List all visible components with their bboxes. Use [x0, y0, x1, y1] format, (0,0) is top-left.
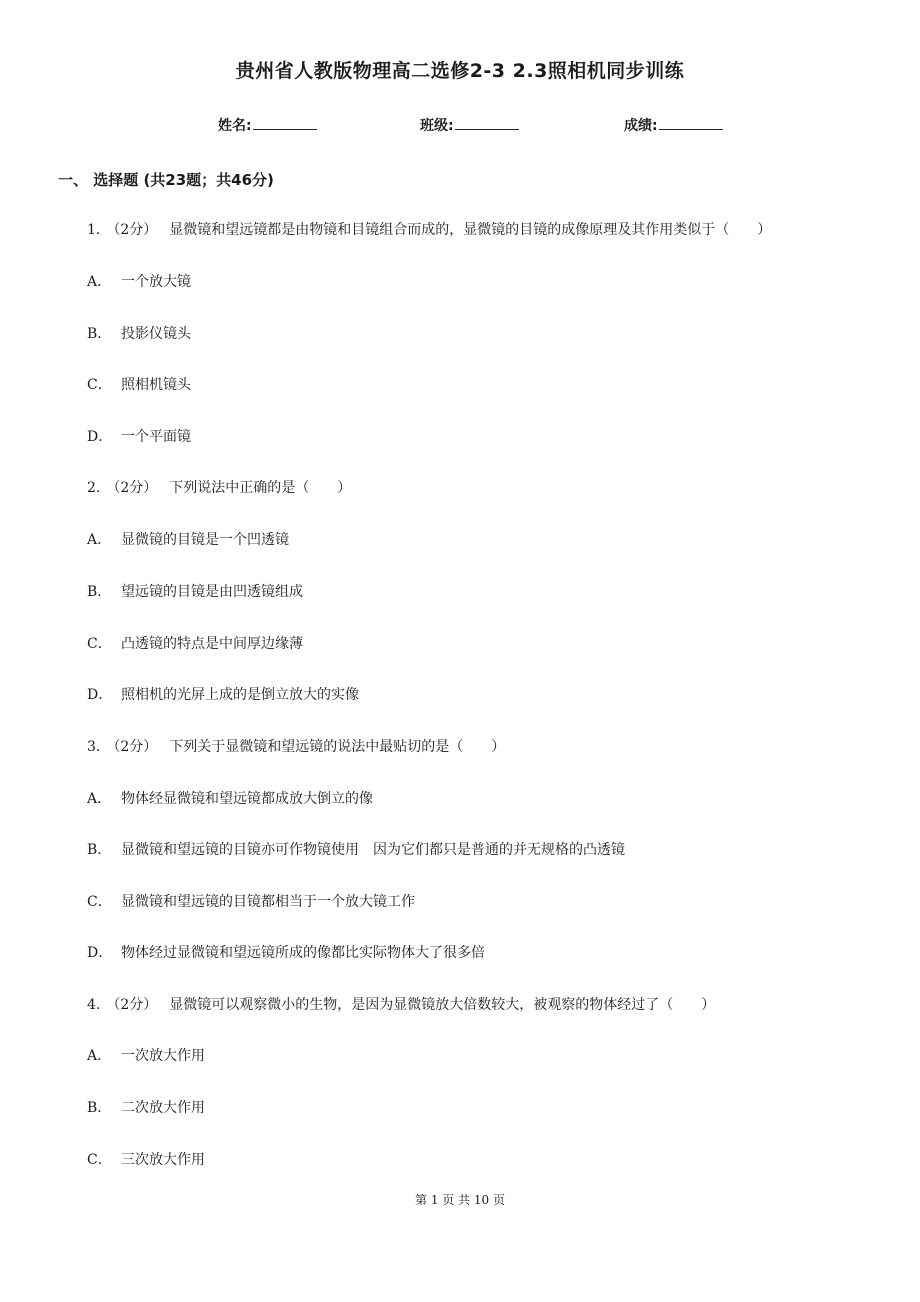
option-text: 三次放大作用: [121, 1152, 205, 1168]
option-text: 显微镜的目镜是一个凹透镜: [121, 532, 289, 548]
name-blank[interactable]: [253, 115, 317, 130]
option-letter: B．: [87, 326, 112, 342]
question-number: 1.: [87, 222, 101, 238]
q4-option-a[interactable]: [87, 1047, 205, 1065]
option-text: 一个平面镜: [121, 429, 191, 445]
option-text: 显微镜和望远镜的目镜都相当于一个放大镜工作: [121, 894, 415, 910]
option-text: 望远镜的目镜是由凹透镜组成: [121, 584, 303, 600]
question-number: 2.: [87, 480, 101, 496]
option-letter: D．: [87, 429, 113, 445]
option-letter: D．: [87, 687, 113, 703]
option-text: 显微镜和望远镜的目镜亦可作物镜使用 因为它们都只是普通的并无规格的凸透镜: [121, 842, 625, 858]
question-score: （2分）: [106, 222, 158, 238]
option-text: 照相机的光屏上成的是倒立放大的实像: [121, 687, 359, 703]
q2-option-c[interactable]: [87, 635, 303, 653]
question-1: [87, 221, 771, 239]
question-number: 4.: [87, 997, 101, 1013]
option-letter: A．: [87, 1048, 112, 1064]
option-text: 投影仪镜头: [121, 326, 191, 342]
score-field: [624, 115, 723, 135]
option-letter: A．: [87, 532, 112, 548]
question-text: 显微镜可以观察微小的生物，是因为显微镜放大倍数较大，被观察的物体经过了（ ）: [169, 997, 716, 1013]
option-text: 凸透镜的特点是中间厚边缘薄: [121, 636, 303, 652]
option-letter: D．: [87, 945, 113, 961]
question-number: 3.: [87, 739, 101, 755]
question-3: [87, 738, 505, 756]
name-label: 姓名:: [218, 118, 252, 134]
option-letter: A．: [87, 274, 112, 290]
q3-option-c[interactable]: [87, 893, 415, 911]
option-letter: C．: [87, 1152, 112, 1168]
class-blank[interactable]: [455, 115, 519, 130]
q3-option-d[interactable]: [87, 944, 485, 962]
q4-option-c[interactable]: [87, 1151, 205, 1169]
q2-option-d[interactable]: [87, 686, 359, 704]
option-text: 物体经显微镜和望远镜都成放大倒立的像: [121, 791, 373, 807]
q1-option-b[interactable]: [87, 325, 191, 343]
option-text: 一个放大镜: [121, 274, 191, 290]
option-text: 二次放大作用: [121, 1100, 205, 1116]
score-blank[interactable]: [659, 115, 723, 130]
q3-option-a[interactable]: [87, 790, 373, 808]
option-text: 照相机镜头: [121, 377, 191, 393]
name-field: [218, 115, 317, 135]
option-letter: B．: [87, 584, 112, 600]
q2-option-a[interactable]: [87, 531, 289, 549]
document-title: 贵州省人教版物理高二选修2-3 2.3照相机同步训练: [235, 60, 685, 82]
class-label: 班级:: [420, 118, 454, 134]
option-letter: C．: [87, 377, 112, 393]
q3-option-b[interactable]: [87, 841, 625, 859]
q1-option-a[interactable]: [87, 273, 191, 291]
option-letter: C．: [87, 894, 112, 910]
class-field: [420, 115, 519, 135]
option-letter: B．: [87, 842, 112, 858]
score-label: 成绩:: [624, 118, 658, 134]
question-score: （2分）: [106, 997, 158, 1013]
page-footer: 第 1 页 共 10 页: [415, 1193, 505, 1207]
question-score: （2分）: [106, 739, 158, 755]
question-score: （2分）: [106, 480, 158, 496]
q4-option-b[interactable]: [87, 1099, 205, 1117]
option-letter: B．: [87, 1100, 112, 1116]
option-letter: C．: [87, 636, 112, 652]
option-text: 物体经过显微镜和望远镜所成的像都比实际物体大了很多倍: [121, 945, 485, 961]
q2-option-b[interactable]: [87, 583, 303, 601]
q1-option-d[interactable]: [87, 428, 191, 446]
option-text: 一次放大作用: [121, 1048, 205, 1064]
question-text: 下列说法中正确的是（ ）: [169, 480, 352, 496]
question-4: [87, 996, 715, 1014]
question-text: 显微镜和望远镜都是由物镜和目镜组合而成的，显微镜的目镜的成像原理及其作用类似于（ ）: [169, 222, 772, 238]
question-text: 下列关于显微镜和望远镜的说法中最贴切的是（ ）: [169, 739, 506, 755]
option-letter: A．: [87, 791, 112, 807]
question-2: [87, 479, 351, 497]
section-heading: 一、 选择题 (共23题；共46分): [58, 171, 274, 189]
q1-option-c[interactable]: [87, 376, 191, 394]
